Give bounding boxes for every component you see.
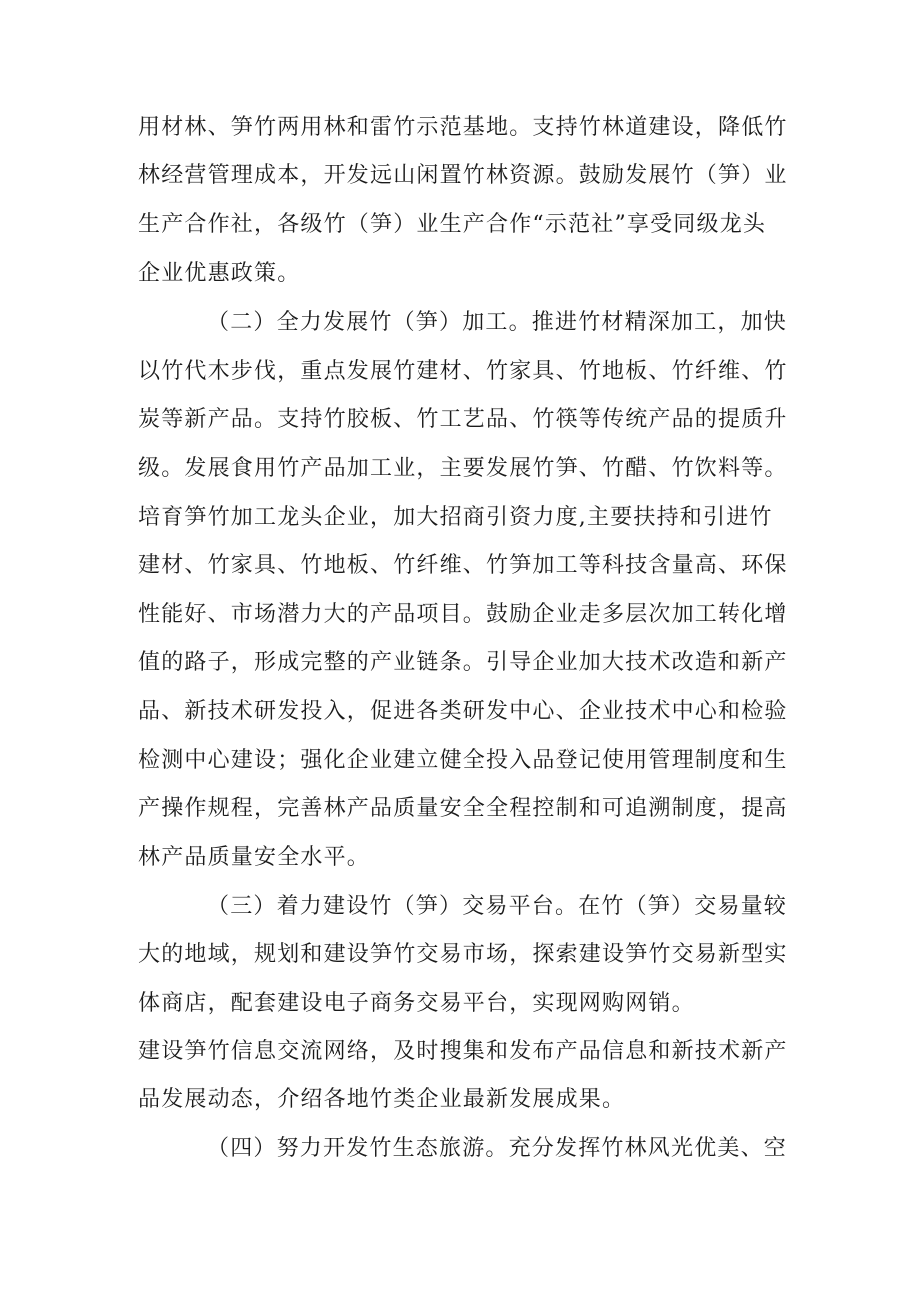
text-line: 级。发展食用竹产品加工业，主要发展竹笋、竹醋、竹饮料等。	[138, 456, 788, 481]
text-line: 品、新技术研发投入，促进各类研发中心、企业技术中心和检验	[138, 699, 788, 724]
text-line: 值的路子，形成完整的产业链条。引导企业加大技术改造和新产	[138, 650, 788, 675]
section-heading-line: （二）全力发展竹（笋）加工。推进竹材精深加工，加快	[207, 310, 788, 335]
text-line: 建设笋竹信息交流网络，及时搜集和发布产品信息和新技术新产	[138, 1039, 788, 1064]
text-line: 以竹代木步伐，重点发展竹建材、竹家具、竹地板、竹纤维、竹	[138, 359, 788, 384]
text-line: 检测中心建设；强化企业建立健全投入品登记使用管理制度和生	[138, 748, 788, 773]
text-line: 林经营管理成本，开发远山闲置竹林资源。鼓励发展竹（笋）业	[138, 163, 788, 188]
section-heading-line: （四）努力开发竹生态旅游。充分发挥竹林风光优美、空	[207, 1136, 788, 1161]
text-line: 品发展动态，介绍各地竹类企业最新发展成果。	[138, 1087, 626, 1112]
text-line: 大的地域，规划和建设笋竹交易市场，探索建设笋竹交易新型实	[138, 942, 788, 967]
text-line: 林产品质量安全水平。	[138, 845, 371, 870]
text-line: 性能好、市场潜力大的产品项目。鼓励企业走多层次加工转化增	[138, 602, 788, 627]
text-line: 用材林、笋竹两用林和雷竹示范基地。支持竹林道建设，降低竹	[138, 115, 788, 140]
text-line: 企业优惠政策。	[138, 261, 301, 286]
section-heading-line: （三）着力建设竹（笋）交易平台。在竹（笋）交易量较	[207, 894, 788, 919]
text-line: 体商店，配套建设电子商务交易平台，实现网购网销。	[138, 991, 695, 1016]
text-line: 生产合作社，各级竹（笋）业生产合作“示范社”享受同级龙头	[138, 212, 767, 237]
text-line: 产操作规程，完善林产品质量安全全程控制和可追溯制度，提高	[138, 796, 788, 821]
text-line: 炭等新产品。支持竹胶板、竹工艺品、竹筷等传统产品的提质升	[138, 407, 788, 432]
text-line: 培育笋竹加工龙头企业，加大招商引资力度,主要扶持和引进竹	[138, 505, 773, 530]
text-line: 建材、竹家具、竹地板、竹纤维、竹笋加工等科技含量高、环保	[138, 553, 788, 578]
